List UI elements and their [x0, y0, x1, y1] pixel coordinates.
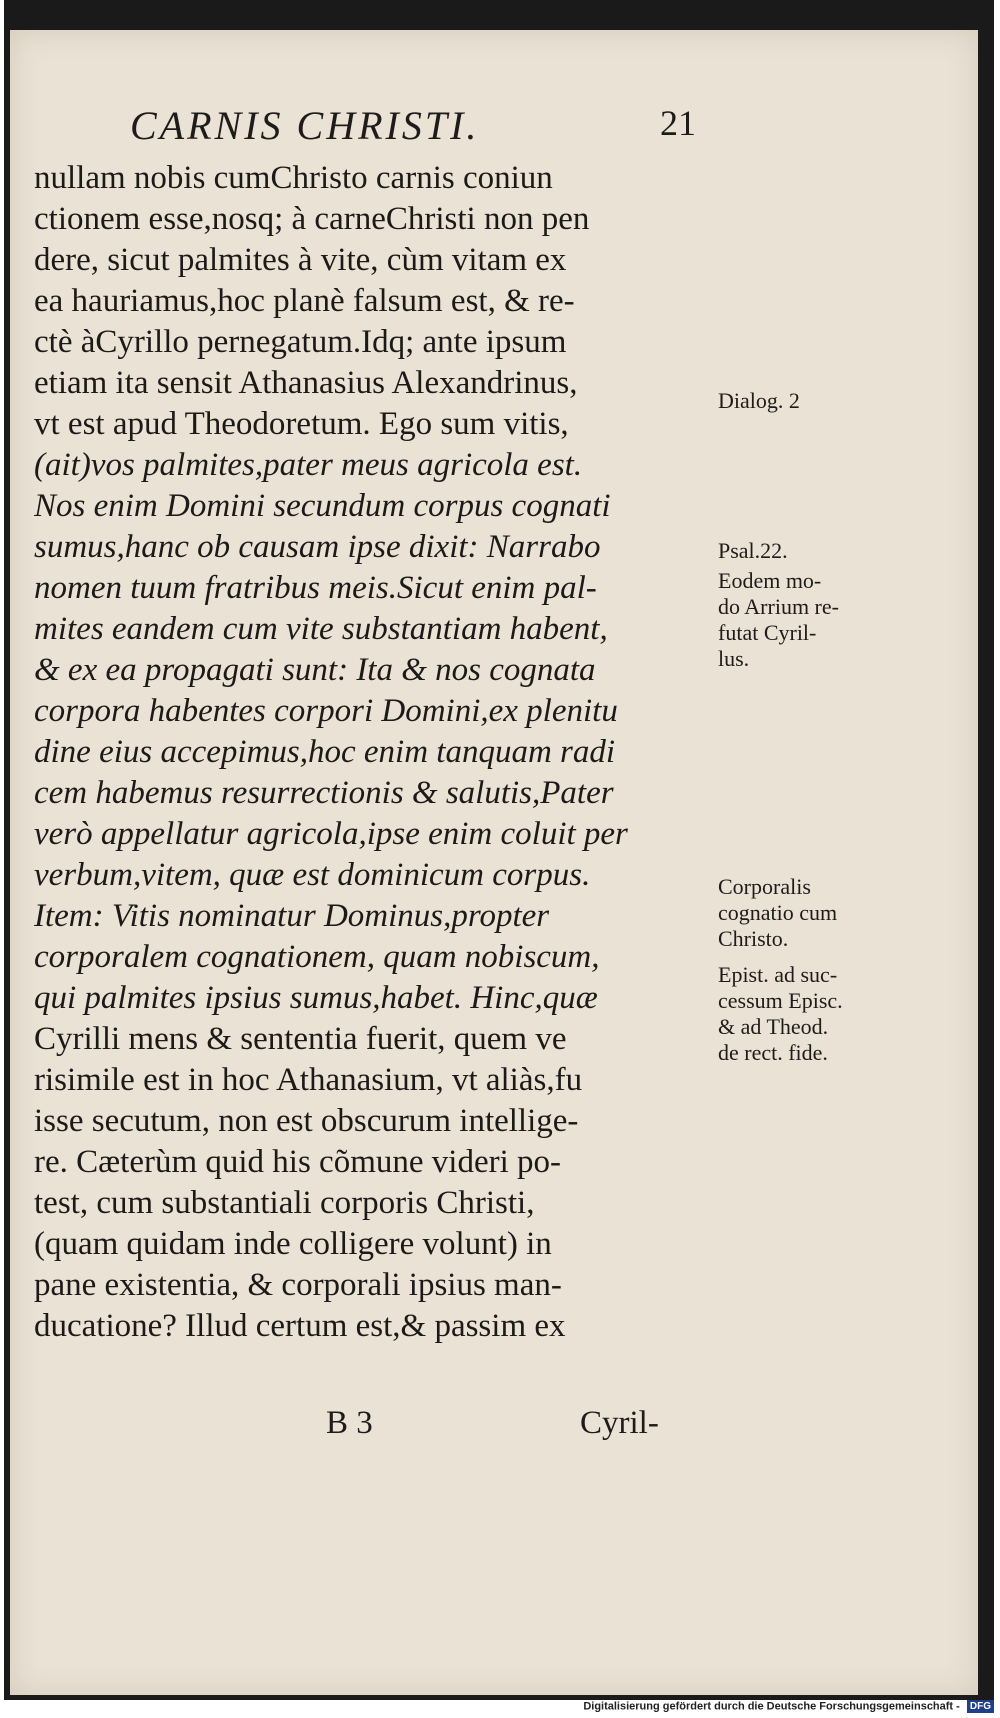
text-line: verbum,vitem, quæ est dominicum corpus. — [34, 857, 591, 893]
margin-note-line: Dialog. 2 — [718, 388, 800, 413]
text-line: sumus,hanc ob causam ipse dixit: Narrabo — [34, 529, 601, 565]
margin-note — [718, 568, 902, 672]
text-line: etiam ita sensit Athanasius Alexandrinus, — [34, 365, 578, 401]
margin-note-line: Christo. — [718, 926, 789, 951]
margin-note — [718, 388, 902, 414]
text-line: (quam quidam inde colligere volunt) in — [34, 1226, 552, 1262]
text-line: risimile est in hoc Athanasium, vt aliàs,fu — [34, 1062, 583, 1098]
digitization-credit — [583, 1700, 994, 1713]
text-line: nullam nobis cumChristo carnis coniun — [34, 160, 553, 196]
text-line: ea hauriamus,hoc planè falsum est, & re- — [34, 283, 575, 319]
margin-note — [718, 962, 902, 1066]
text-line: corporalem cognationem, quam nobiscum, — [34, 939, 600, 975]
margin-note-line: & ad Theod. — [718, 1014, 829, 1039]
margin-note-line: futat Cyril- — [718, 620, 817, 645]
text-line: & ex ea propagati sunt: Ita & nos cognata — [34, 652, 596, 688]
text-line: verò appellatur agricola,ipse enim coluit per — [34, 816, 628, 852]
signature-mark: B 3 — [326, 1405, 373, 1441]
page-number: 21 — [660, 103, 696, 143]
text-line: mites eandem cum vite substantiam habent, — [34, 611, 608, 647]
text-line: qui palmites ipsius sumus,habet. Hinc,quæ — [34, 980, 598, 1016]
text-line: Cyrilli mens & sententia fuerit, quem ve — [34, 1021, 567, 1057]
text-line: nomen tuum fratribus meis.Sicut enim pal- — [34, 570, 597, 606]
text-line: ctè àCyrillo pernegatum.Idq; ante ipsum — [34, 324, 567, 360]
main-text-block — [34, 158, 843, 1347]
margin-note-line: Corporalis — [718, 874, 811, 899]
margin-note — [718, 874, 902, 952]
text-line: test, cum substantiali corporis Christi, — [34, 1185, 535, 1221]
margin-note-line: Epist. ad suc- — [718, 962, 838, 987]
margin-note-line: de rect. fide. — [718, 1040, 828, 1065]
text-line: corpora habentes corpori Domini,ex plenitu — [34, 693, 618, 729]
text-line: Item: Vitis nominatur Dominus,propter — [34, 898, 550, 934]
text-line: vt est apud Theodoretum. Ego sum vitis, — [34, 406, 569, 442]
book-page — [10, 30, 978, 1695]
dfg-logo-icon: DFG — [967, 1700, 994, 1713]
text-line: ctionem esse,nosq; à carneChristi non pen — [34, 201, 590, 237]
text-line: pane existentia, & corporali ipsius man- — [34, 1267, 562, 1303]
margin-note-line: lus. — [718, 646, 750, 671]
text-line: isse secutum, non est obscurum intellige- — [34, 1103, 579, 1139]
text-line: (ait)vos palmites,pater meus agricola est. — [34, 447, 583, 483]
margin-note-line: Psal.22. — [718, 538, 788, 563]
margin-note-line: cognatio cum — [718, 900, 838, 925]
margin-note-line: Eodem mo- — [718, 568, 822, 593]
catchword: Cyril- — [580, 1405, 659, 1441]
text-line: cem habemus resurrectionis & salutis,Pater — [34, 775, 614, 811]
text-line: re. Cæterùm quid his cõmune videri po- — [34, 1144, 561, 1180]
text-line: dere, sicut palmites à vite, cùm vitam ex — [34, 242, 567, 278]
credit-text: Digitalisierung gefördert durch die Deutsche Forschungsgemeinschaft - — [583, 1700, 960, 1713]
margin-note-line: cessum Episc. — [718, 988, 843, 1013]
running-head: CARNIS CHRISTI. — [130, 103, 480, 148]
margin-note-line: do Arrium re- — [718, 594, 839, 619]
text-line: ducatione? Illud certum est,& passim ex — [34, 1308, 566, 1344]
margin-note — [718, 538, 902, 564]
text-line: Nos enim Domini secundum corpus cognati — [34, 488, 611, 524]
text-line: dine eius accepimus,hoc enim tanquam radi — [34, 734, 616, 770]
